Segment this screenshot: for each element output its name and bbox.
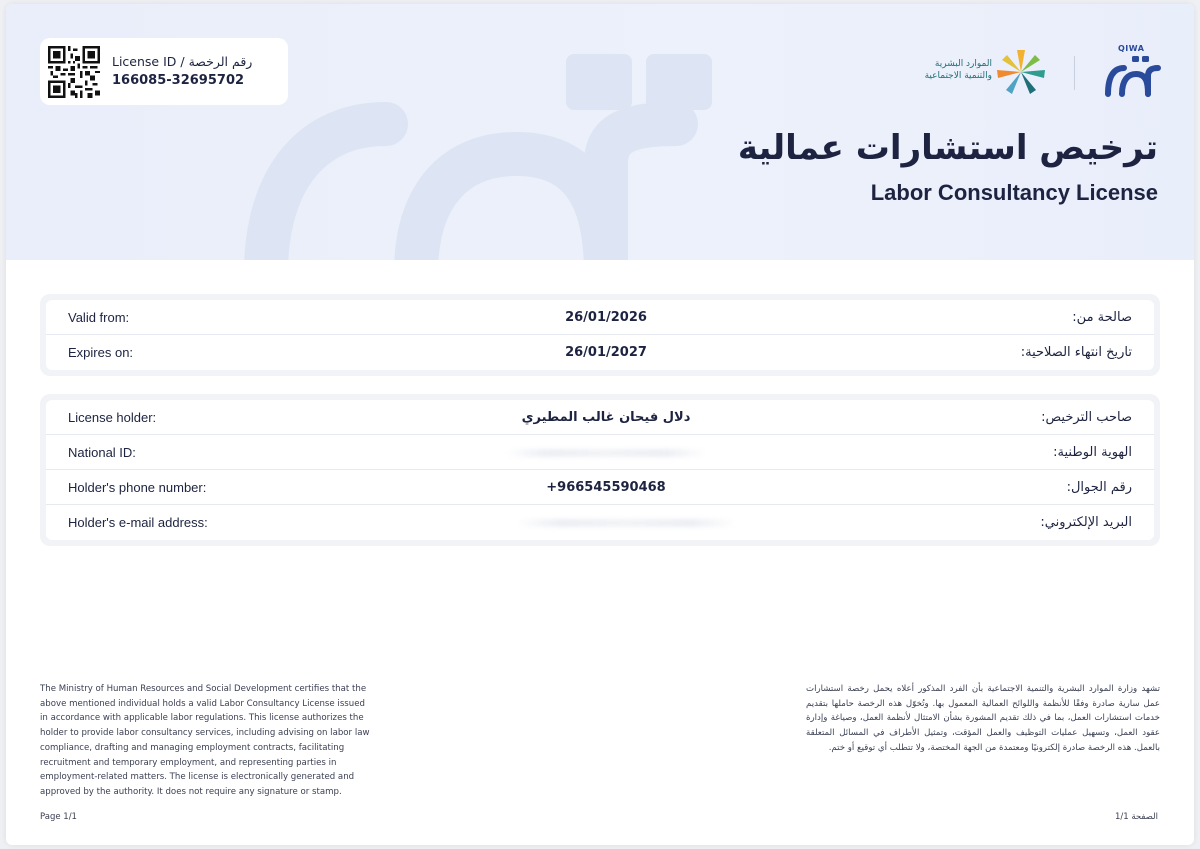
phone-label-en: Holder's phone number: xyxy=(68,480,207,495)
license-id-label: License ID / رقم الرخصة xyxy=(112,54,253,69)
expires-on-value: 26/01/2027 xyxy=(565,345,647,360)
valid-from-value: 26/01/2026 xyxy=(565,310,647,325)
page-number-en: Page 1/1 xyxy=(40,812,77,822)
qiwa-latin-text: QIWA xyxy=(1118,44,1145,53)
page-title-english: Labor Consultancy License xyxy=(870,180,1158,205)
email-label-ar: البريد الإلكتروني: xyxy=(1040,515,1132,530)
license-holder-value: دلال فيحان غالب المطيري xyxy=(521,410,691,425)
ministry-emblem-icon xyxy=(994,48,1048,96)
ministry-name xyxy=(886,58,992,82)
license-holder-row xyxy=(46,400,1154,435)
national-id-redacted xyxy=(506,449,706,457)
license-holder-label-ar: صاحب الترخيص: xyxy=(1041,410,1132,425)
holder-table xyxy=(46,400,1154,540)
certification-statement-en: The Ministry of Human Resources and Social Development certifies that the above mentioned individual holds a valid Labor Consultancy License issued in accordance with applicable labor regulations. This license authorizes the holder to provide labor consultancy services, including advising on labor law compliance, drafting and managing employment contracts, facilitating recruitment and temporary employment, and representing parties in employment-related matters. The license is electronically generated and approved by the authority. It does not require any signature or stamp. xyxy=(40,684,370,797)
ministry-name-line2: والتنمية الاجتماعية xyxy=(924,71,992,81)
validity-card xyxy=(40,294,1160,376)
phone-label-ar: رقم الجوال: xyxy=(1066,480,1132,495)
national-id-row xyxy=(46,435,1154,470)
email-label-en: Holder's e-mail address: xyxy=(68,515,208,530)
ministry-name-line1: الموارد البشرية xyxy=(934,59,992,69)
phone-value: +966545590468 xyxy=(546,480,666,495)
license-page xyxy=(6,4,1194,845)
page-title-arabic: ترخيص استشارات عمالية xyxy=(737,128,1158,168)
expires-on-row xyxy=(46,335,1154,370)
expires-on-label-en: Expires on: xyxy=(68,345,134,360)
license-id-card xyxy=(40,38,288,105)
license-id-value: 166085-32695702 xyxy=(112,73,245,88)
license-holder-label-en: License holder: xyxy=(68,410,157,425)
license-header xyxy=(6,4,1194,260)
phone-row xyxy=(46,470,1154,505)
logo-divider xyxy=(1074,56,1075,90)
qr-code-icon xyxy=(48,46,100,98)
qiwa-logo-icon xyxy=(1102,46,1162,98)
validity-table xyxy=(46,300,1154,370)
national-id-label-ar: الهوية الوطنية: xyxy=(1053,445,1132,460)
valid-from-label-en: Valid from: xyxy=(68,310,130,325)
page-number-ar: الصفحة 1/1 xyxy=(1114,812,1158,822)
expires-on-label-ar: تاريخ انتهاء الصلاحية: xyxy=(1020,345,1132,360)
holder-card xyxy=(40,394,1160,546)
email-redacted xyxy=(516,519,736,527)
certification-statement-ar: تشهد وزارة الموارد البشرية والتنمية الاجتماعية بأن الفرد المذكور أعلاه يحمل رخصة استشارات عمل سارية صادرة وفقًا للأنظمة واللوائح العمالية المعمول بها. وتُخوّل هذه الرخصة حاملها بتقديم خدمات استشارات العمل، بما في ذلك تقديم المشورة بشأن الامتثال لأنظمة العمل، وصياغة وإدارة عقود العمل، وتسهيل عمليات التوظيف والعمل المؤقت، وتمثيل الأطراف في المسائل المتعلقة بالعمل. هذه الرخصة صادرة إلكترونيًا ومعتمدة من الجهة المختصة، ولا تتطلب أي توقيع أو ختم. xyxy=(806,684,1160,753)
national-id-label-en: National ID: xyxy=(68,445,136,460)
valid-from-row xyxy=(46,300,1154,335)
valid-from-label-ar: صالحة من: xyxy=(1072,310,1132,325)
email-row xyxy=(46,505,1154,540)
